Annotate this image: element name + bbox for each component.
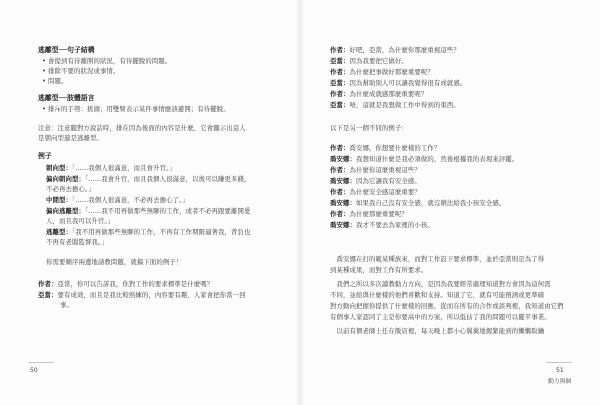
example-line: 偏向朝向型：「……我會升官，而且我個人很滿意，以後可以賺更多錢，: [46, 175, 251, 183]
dialogue-line: 喬安娜：因為它讓我有安全感。: [330, 177, 421, 185]
bullet-item: • 會提到有待離開的狀況，有待擺脫的問題。: [42, 57, 171, 66]
dialogue-line: 作者：為什麼成就感那麼重要呢？: [330, 90, 428, 98]
paragraph-line: 以前有個老師上任在飯店裡，每天晚上都小心翼翼地握緊能到的懶懶取鑰: [330, 327, 545, 335]
dialogue-line: 作者：為什麼把事做好那麼重要呢？: [330, 68, 434, 76]
dialogue-line: 作者：亞當，你可以告訴我，你對工作的要求標準是什麼嗎？: [38, 280, 214, 288]
dialogue-line: 喬安娜：如果我自己沒有安全感，就沒辦法給我小孩安全感。: [330, 199, 506, 207]
dialogue-line: 作者：為什麼你這麼重視這些？: [330, 166, 421, 174]
example-line: 不再有老闆監督我。」: [46, 238, 108, 246]
right-page: [300, 0, 600, 405]
paragraph-line: 到某種成果，而對工作有所要求。: [330, 266, 428, 274]
footer-rule: [546, 362, 572, 363]
paragraph-line: 喬安娜在打的範某種族來，而對工作設下要求標準，並於亞當則是為了得: [330, 255, 545, 263]
dialogue-line: 亞當：因為我要把它做好。: [330, 57, 408, 65]
dialogue-line: 喬安娜：我想知道什麼是我必須做的，然後根據我的表現來評鑑。: [330, 155, 519, 163]
dialogue-line: 事。: [60, 301, 73, 309]
dialogue-line: 亞當：唔，這就是我想做工作中得到的東西。: [330, 101, 460, 109]
dialogue-line: 作者：喬安娜，你想要什麼樣的工作？: [330, 144, 441, 152]
example-heading: 例子: [38, 152, 52, 160]
dialogue-line: 作者：為什麼那麼重要呢？: [330, 210, 408, 218]
bullet-item: • 排除不要的狀況或事情。: [42, 67, 119, 76]
running-head: 動力與個: [548, 379, 572, 385]
paragraph-line: 不同，並給與什麼樣的他們喜歡和支持。知道了它，就有可能預測或更準確: [330, 291, 545, 299]
bullet-item: • 問題。: [42, 77, 68, 86]
note-line: 是朝向型還是逃離型。: [38, 134, 103, 142]
dialogue-line: 亞當：因為幫助別人可以讓我覺得很有成就感。: [330, 79, 467, 87]
dialogue-line: 亞當：要有成效，而且是我比較熟練的，內容要有趣，人家會把你當一回: [38, 291, 246, 299]
bullet-item: • 排斥的手勢：搖頭；用雙臂表示某件事情應該避開；有待擺脫。: [42, 105, 230, 114]
example-line: 朝向型：「……我個人很滿意，而且會升官。」: [46, 164, 176, 172]
dialogue-line: 作者：為什麼安全感這麼重要？: [330, 188, 421, 196]
footer-rule: [28, 362, 54, 363]
transition-line: 你需要順序兩邊地請教問題，就搞下面的例子！: [46, 258, 183, 266]
example-line: 偏向逃離型：「……我不用再做那些無聊的工作，或者不必再跟要離開愛: [46, 207, 251, 215]
dialogue-line: 作者：好吧，亞當，為什麼你那麼重視這些？: [330, 46, 460, 54]
example-line: 人，而且我可以升官。」: [46, 217, 115, 225]
heading-sentence-structure: 逃離型──句子結構: [38, 46, 95, 54]
paragraph-line: 我們之所以多次讀教動力方向，是因為我要經常處理知道對方會因為這何需: [330, 280, 551, 288]
example-line: 逃離型：「我不用再做那些無聊的工作，不再有工作期限逼著我，背負也: [46, 228, 251, 236]
note-line: 注意：注意聽對方說話時，排在因為後面的內容是什麼，它會顯示出這人: [38, 124, 246, 132]
paragraph-line: 對方動向把握你提供了什麼樣的回應，從而在所有的合作或談判裡，我知道由它們: [330, 302, 564, 310]
page-number-right: 51: [556, 367, 564, 374]
paragraph-line: 有個事人家認同了主是你要高中的方案，所以低估了我的問題可以擺平事業。: [330, 313, 551, 321]
heading-body-language: 逃離型──肢體語言: [38, 94, 95, 102]
dialogue-line: 喬安娜：我才不要去為家裡的小孩。: [330, 221, 434, 229]
intro-line: 以下是另一個不同的例子：: [330, 124, 408, 132]
example-line: 中間型：「……我個人很滿意，不必再去擔心了。」: [46, 196, 189, 204]
page-number-left: 50: [30, 367, 38, 374]
example-line: 不必再去擔心。」: [46, 185, 95, 193]
